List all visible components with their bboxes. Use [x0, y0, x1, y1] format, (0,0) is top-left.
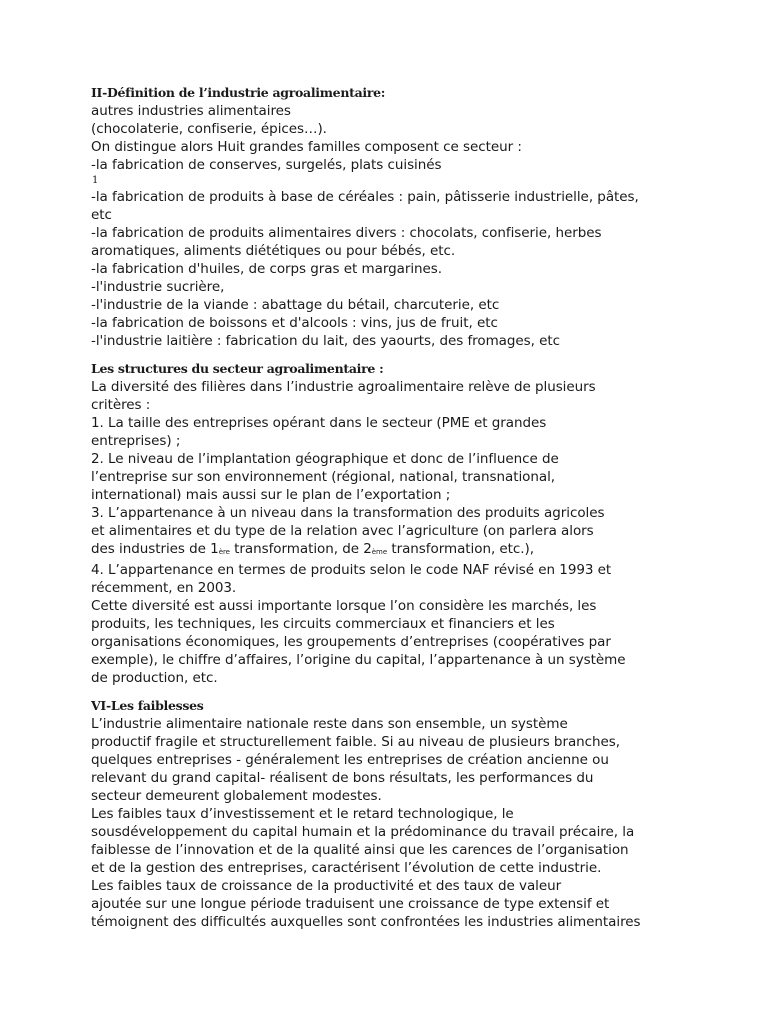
paragraph-line: On distingue alors Huit grandes familles composent ce secteur :: [91, 139, 522, 155]
paragraph-line: -l'industrie laitière : fabrication du lait, des yaourts, des fromages, etc: [91, 333, 561, 349]
paragraph-line: Les faibles taux d’investissement et le retard technologique, le: [91, 806, 514, 822]
paragraph-line: 1. La taille des entreprises opérant dans le secteur (PME et grandes: [91, 415, 547, 431]
paragraph-line: secteur demeurent globalement modestes.: [91, 788, 382, 804]
paragraph-line: 3. L’appartenance à un niveau dans la transformation des produits agricoles: [91, 505, 605, 521]
paragraph-line: autres industries alimentaires: [91, 103, 291, 119]
paragraph-line: etc: [91, 207, 112, 223]
paragraph-line: 4. L’appartenance en termes de produits selon le code NAF révisé en 1993 et: [91, 562, 612, 578]
paragraph-line: La diversité des filières dans l’industrie agroalimentaire relève de plusieurs: [91, 379, 596, 395]
paragraph-line: Cette diversité est aussi importante lorsque l’on considère les marchés, les: [91, 598, 597, 614]
transformation-line: [91, 540, 691, 561]
paragraph-line: L’industrie alimentaire nationale reste dans son ensemble, un système: [91, 716, 568, 732]
paragraph-line: faiblesse de l’innovation et de la qualité ainsi que les carences de l’organisation: [91, 842, 629, 858]
paragraph-line: récemment, en 2003.: [91, 580, 237, 596]
paragraph-line: 2. Le niveau de l’implantation géographique et donc de l’influence de: [91, 451, 559, 467]
paragraph-line: -la fabrication de produits à base de céréales : pain, pâtisserie industrielle, pâtes,: [91, 189, 639, 205]
paragraph-line: aromatiques, aliments diététiques ou pour bébés, etc.: [91, 243, 456, 259]
paragraph-line: de production, etc.: [91, 670, 218, 686]
paragraph-line: -la fabrication de produits alimentaires divers : chocolats, confiserie, herbes: [91, 225, 602, 241]
paragraph-line: productif fragile et structurellement faible. Si au niveau de plusieurs branches,: [91, 734, 621, 750]
paragraph-line: quelques entreprises - généralement les entreprises de création ancienne ou: [91, 752, 609, 768]
section-heading-structures: Les structures du secteur agroalimentaire :: [91, 361, 384, 376]
paragraph-line: et alimentaires et du type de la relation avec l’agriculture (on parlera alors: [91, 523, 594, 539]
paragraph-line: critères :: [91, 397, 151, 413]
paragraph-line: organisations économiques, les groupements d’entreprises (coopératives par: [91, 634, 611, 650]
paragraph-line: -la fabrication d'huiles, de corps gras et margarines.: [91, 261, 443, 277]
document-page: [91, 84, 691, 931]
paragraph-line: relevant du grand capital- réalisent de bons résultats, les performances du: [91, 770, 594, 786]
paragraph-line: témoignent des difficultés auxquelles sont confrontées les industries alimentaires: [91, 914, 641, 930]
ordinal-suffix: ème: [371, 548, 388, 556]
paragraph-line: sousdéveloppement du capital humain et la prédominance du travail précaire, la: [91, 824, 635, 840]
paragraph-line: ajoutée sur une longue période traduisent une croissance de type extensif et: [91, 896, 610, 912]
paragraph-line: international) mais aussi sur le plan de l’exportation ;: [91, 487, 451, 503]
paragraph-line: Les faibles taux de croissance de la productivité et des taux de valeur: [91, 878, 562, 894]
ordinal-suffix: ère: [218, 548, 230, 556]
text-run: transformation, de 2: [229, 541, 372, 557]
footnote-mark: 1: [92, 175, 99, 186]
paragraph-line: entreprises) ;: [91, 433, 181, 449]
paragraph-line: produits, les techniques, les circuits commerciaux et financiers et les: [91, 616, 555, 632]
section-spacer: [91, 687, 691, 697]
paragraph-line: exemple), le chiffre d’affaires, l’origine du capital, l’appartenance à un système: [91, 652, 626, 668]
text-run: transformation, etc.),: [387, 541, 535, 557]
paragraph-line: -l'industrie de la viande : abattage du bétail, charcuterie, etc: [91, 297, 500, 313]
paragraph-line: l’entreprise sur son environnement (régional, national, transnational,: [91, 469, 556, 485]
section-heading-faiblesses: VI-Les faiblesses: [91, 698, 204, 713]
paragraph-line: -l'industrie sucrière,: [91, 279, 225, 295]
section-spacer: [91, 350, 691, 360]
paragraph-line: -la fabrication de boissons et d'alcools : vins, jus de fruit, etc: [91, 315, 498, 331]
paragraph-line: -la fabrication de conserves, surgelés, plats cuisinés: [91, 157, 442, 173]
paragraph-line: et de la gestion des entreprises, caractérisent l’évolution de cette industrie.: [91, 860, 602, 876]
text-run: des industries de 1: [91, 541, 219, 557]
section-heading-definition: II-Définition de l’industrie agroalimentaire:: [91, 85, 386, 100]
paragraph-line: (chocolaterie, confiserie, épices…).: [91, 121, 327, 137]
